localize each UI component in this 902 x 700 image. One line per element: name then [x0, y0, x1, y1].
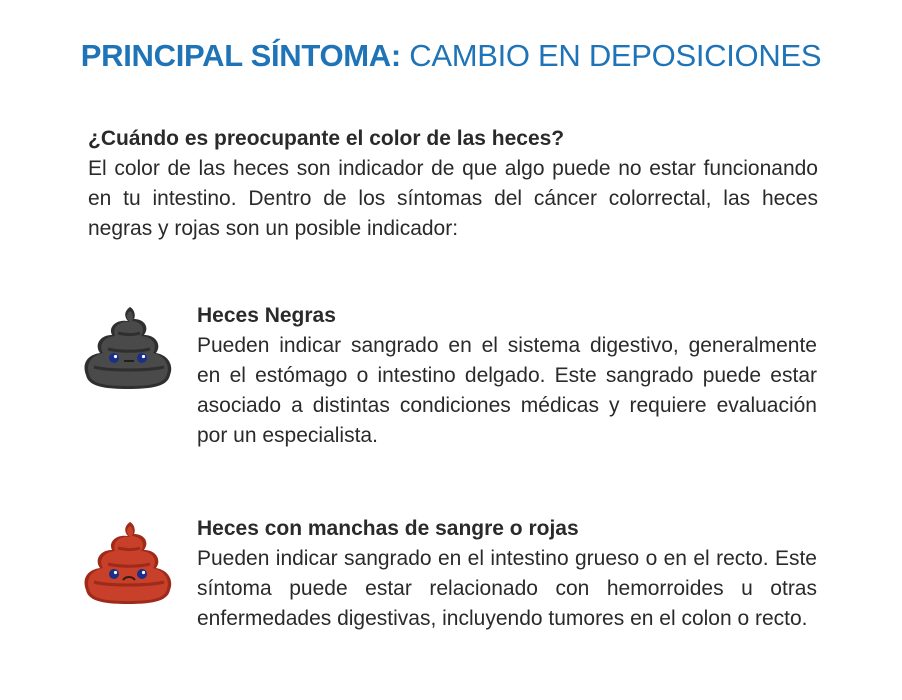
item-red-body: Pueden indicar sangrado en el intestino grueso o en el recto. Este síntoma puede estar relacionado con hemorroides u otras enfermedades digestivas, incluyendo tumores en el colon o recto.	[197, 547, 817, 630]
item-red-text	[197, 514, 817, 634]
intro-section	[88, 124, 818, 244]
item-red-heading: Heces con manchas de sangre o rojas	[197, 517, 579, 540]
item-black-heading: Heces Negras	[197, 304, 336, 327]
intro-body: El color de las heces son indicador de que algo puede no estar funcionando en tu intestino. Dentro de los síntomas del cáncer colorrectal, las heces negras y rojas son un posible indicador:	[88, 157, 818, 240]
intro-question: ¿Cuándo es preocupante el color de las heces?	[88, 127, 565, 150]
page-title	[0, 38, 902, 74]
red-poop-icon	[80, 520, 176, 606]
page-title-light: CAMBIO EN DEPOSICIONES	[409, 38, 822, 73]
item-black-text	[197, 301, 817, 451]
page-title-bold: PRINCIPAL SÍNTOMA:	[80, 38, 401, 73]
item-black-body: Pueden indicar sangrado en el sistema digestivo, generalmente en el estómago o intestino delgado. Este sangrado puede estar asociado a distintas condiciones médicas y requiere evaluación por un especialista.	[197, 334, 817, 447]
black-poop-icon	[80, 305, 176, 391]
